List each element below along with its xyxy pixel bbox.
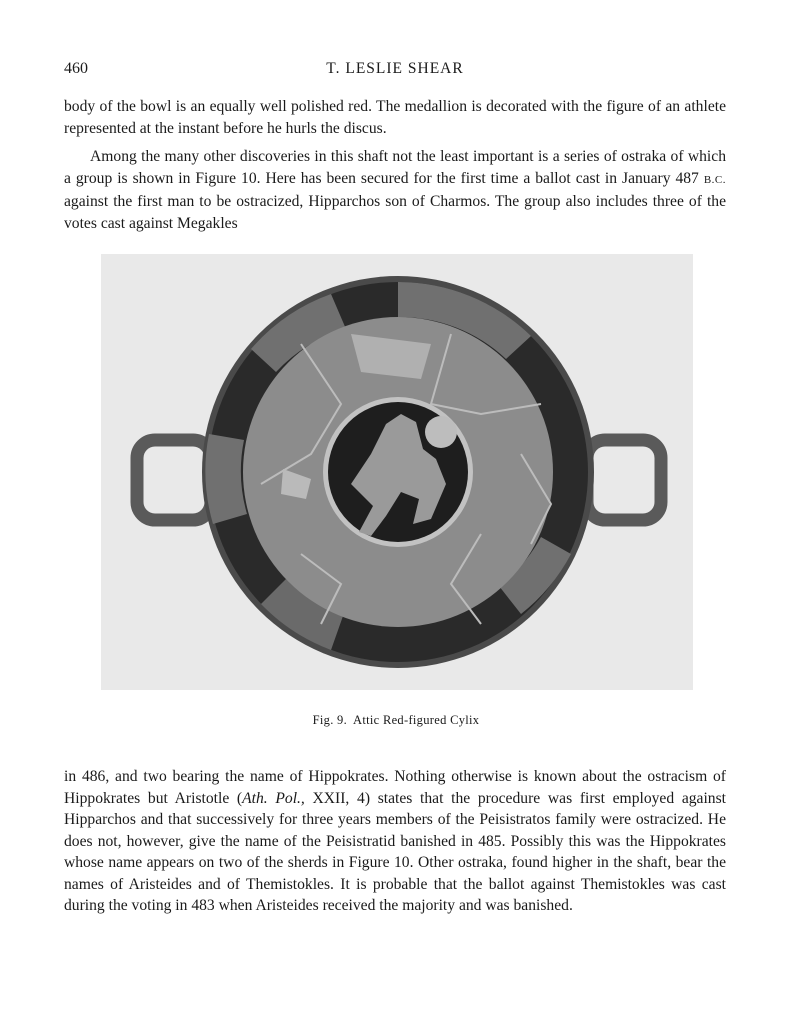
paragraph-1: [64, 96, 726, 139]
citation-italic: Ath. Pol.,: [242, 789, 305, 807]
figure-title: Attic Red-figured Cylix: [353, 713, 480, 727]
paragraph-1-text: body of the bowl is an equally well polished red. The medallion is decorated with the figure of an athlete represented at the instant before he hurls the discus.: [64, 98, 726, 137]
page-header: [64, 60, 726, 84]
figure-label: Fig. 9.: [312, 713, 348, 727]
paragraph-3-part-2: XXII, 4) states that the procedure was first employed against Hipparchos and that successively for three years members of the Peisistratos family were ostracized. He does not, however, give the name of the Peisistratid banished in 485. Possibly this was the Hippokrates whose name appears on two of the sherds in Figure 10. Other ostraka, found higher in the shaft, bear the names of Aristeides and of Themistokles. It is probable that the ballot against Themistokles was cast during the voting in 483 when Aristeides received the majority and was banished.: [64, 789, 726, 914]
page-number: 460: [64, 60, 88, 77]
paragraph-2-part-1: Among the many other discoveries in this shaft not the least important is a series of ostraka of which a group is shown in Figure 10. Here has been secured for the first time a ballot cast in January 487: [64, 148, 726, 187]
paragraph-2-part-2: against the first man to be ostracized, Hipparchos son of Charmos. The group also includes three of the votes cast against Megakles: [64, 193, 726, 232]
right-handle: [587, 440, 661, 520]
figure-caption: [0, 713, 792, 728]
paragraph-2-text: [64, 146, 726, 234]
rim-fragment: [205, 434, 247, 524]
cylix-photograph: [101, 254, 693, 690]
paragraph-3: [64, 766, 726, 917]
paragraph-3-part-1: in 486, and two bearing the name of Hippokrates. Nothing otherwise is known about the ostracism of Hippokrates but Aristotle (: [64, 768, 726, 807]
left-handle: [137, 440, 211, 520]
paragraph-2: [64, 146, 726, 234]
running-title: T. LESLIE SHEAR: [326, 60, 464, 77]
cylix-image: [101, 254, 693, 690]
era-abbreviation: B.C.: [703, 173, 726, 186]
paragraph-3-text: [64, 766, 726, 917]
discus: [425, 416, 457, 448]
